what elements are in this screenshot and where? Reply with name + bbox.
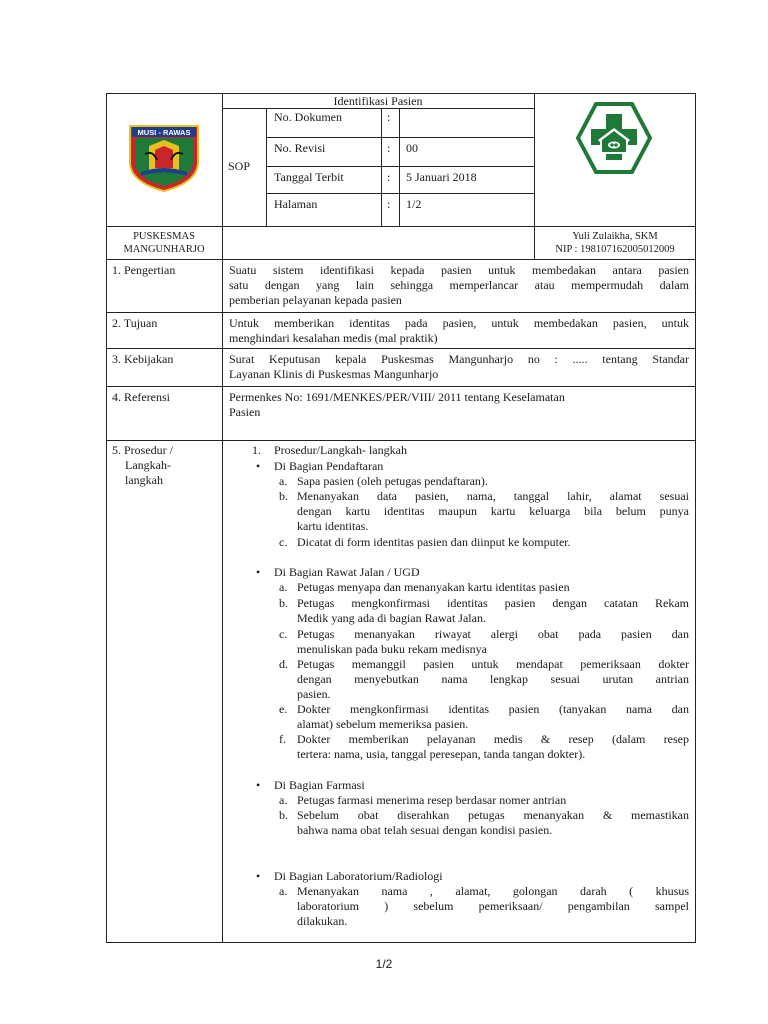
colon-divider-right bbox=[399, 108, 400, 226]
header-divider-left bbox=[222, 93, 223, 259]
crest-banner-text: MUSI - RAWAS bbox=[137, 128, 191, 137]
field-label-no-dokumen: No. Dokumen bbox=[274, 110, 342, 124]
field-value-halaman: 1/2 bbox=[406, 197, 422, 211]
puskesmas-logo bbox=[576, 102, 652, 174]
sop-label: SOP bbox=[228, 159, 251, 173]
sop-divider bbox=[266, 108, 267, 226]
label-prosedur-1: 5. Prosedur / bbox=[112, 443, 173, 457]
field-sep-halaman: : bbox=[387, 197, 391, 211]
text-referensi-2: Pasien bbox=[229, 405, 261, 419]
item-text: dengan kartu identitas maupun kartu keluarga bila belum punya bbox=[297, 504, 689, 518]
colon-divider-left bbox=[381, 108, 382, 226]
field-label-tanggal-terbit: Tanggal Terbit bbox=[274, 170, 344, 184]
section-line-2 bbox=[106, 348, 696, 349]
label-kebijakan: 3. Kebijakan bbox=[112, 352, 174, 366]
field-sep-no-revisi: : bbox=[387, 141, 391, 155]
text-tujuan-1: Untuk memberikan identitas pada pasien, untuk membedakan pasien, untuk bbox=[229, 316, 689, 330]
bullet-dot-icon: • bbox=[256, 778, 261, 792]
item-text: kartu identitas. bbox=[297, 519, 369, 533]
label-prosedur-3: langkah bbox=[125, 473, 163, 487]
label-prosedur-2: Langkah- bbox=[125, 458, 171, 472]
subsection-rawat-jalan-title: Di Bagian Rawat Jalan / UGD bbox=[274, 565, 420, 579]
section-line-1 bbox=[106, 312, 696, 313]
subsection-farmasi-title: Di Bagian Farmasi bbox=[274, 778, 365, 792]
item-text: laboratorium ) sebelum pemeriksaan/ pengambilan sampel bbox=[297, 899, 689, 913]
item-marker: e. bbox=[279, 702, 288, 716]
text-kebijakan-2: Layanan Klinis di Puskesmas Mangunharjo bbox=[229, 367, 439, 381]
text-referensi-1: Permenkes No: 1691/MENKES/PER/VIII/ 2011 tentang Keselamatan bbox=[229, 390, 565, 404]
text-pengertian-3: pemberian pelayanan kepada pasien bbox=[229, 293, 402, 307]
text-pengertian-2: satu dengan yang lain sehingga memperlancar atau mempermudah dalam bbox=[229, 278, 689, 292]
item-text: tertera: nama, usia, tanggal peresepan, tanda tangan dokter). bbox=[297, 747, 586, 761]
item-text: alamat) sebelum memeriksa pasien. bbox=[297, 717, 469, 731]
puskesmas-cross-icon bbox=[576, 102, 652, 174]
item-text: Menanyakan data pasien, nama, tanggal lahir, alamat sesuai bbox=[297, 489, 689, 503]
item-text: Petugas farmasi menerima resep berdasar nomer antrian bbox=[297, 793, 567, 807]
bullet-dot-icon: • bbox=[256, 459, 261, 473]
item-text: Dokter memberikan pelayanan medis & resep (dalam resep bbox=[297, 732, 689, 746]
subsection-laboratorium-title: Di Bagian Laboratorium/Radiologi bbox=[274, 869, 443, 883]
org-name-line1: PUSKESMAS bbox=[133, 231, 195, 242]
musi-rawas-logo bbox=[127, 124, 201, 192]
page-number: 1/2 bbox=[375, 957, 393, 971]
field-label-no-revisi: No. Revisi bbox=[274, 141, 326, 155]
text-pengertian-1: Suatu sistem identifikasi kepada pasien untuk membedakan antara pasien bbox=[229, 263, 689, 277]
label-tujuan: 2. Tujuan bbox=[112, 316, 158, 330]
item-marker: a. bbox=[279, 884, 288, 898]
item-text: Petugas menyapa dan menanyakan kartu identitas pasien bbox=[297, 580, 570, 594]
numbered-heading: Prosedur/Langkah- langkah bbox=[274, 443, 407, 457]
field-row-line-3 bbox=[266, 193, 534, 194]
item-marker: f. bbox=[279, 732, 286, 746]
text-kebijakan-1: Surat Keputusan kepala Puskesmas Mangunharjo no : ..... tentang Standar bbox=[229, 352, 689, 366]
org-name-line2: MANGUNHARJO bbox=[123, 244, 205, 255]
field-value-no-revisi: 00 bbox=[406, 141, 418, 155]
item-text: Sebelum obat diserahkan petugas menanyakan & memastikan bbox=[297, 808, 689, 822]
item-marker: b. bbox=[279, 808, 288, 822]
numbered-marker: 1. bbox=[252, 443, 261, 457]
item-marker: c. bbox=[279, 627, 288, 641]
bullet-dot-icon: • bbox=[256, 565, 261, 579]
item-text: dilakukan. bbox=[297, 914, 348, 928]
item-text: Dokter mengkonfirmasi identitas pasien (tanyakan nama dan bbox=[297, 702, 689, 716]
text-tujuan-2: menghindari kesalahan medis (mal praktik) bbox=[229, 331, 438, 345]
item-text: pasien. bbox=[297, 687, 331, 701]
header-bottom-line bbox=[106, 259, 696, 260]
section-line-4 bbox=[106, 440, 696, 441]
signer-nip: NIP : 198107162005012009 bbox=[555, 244, 675, 255]
document-title: Identifikasi Pasien bbox=[333, 94, 423, 108]
item-marker: b. bbox=[279, 489, 288, 503]
field-row-line-2 bbox=[266, 166, 534, 167]
bullet-dot-icon: • bbox=[256, 869, 261, 883]
item-text: Sapa pasien (oleh petugas pendaftaran). bbox=[297, 474, 488, 488]
item-text: Petugas menanyakan riwayat alergi obat pada pasien dan bbox=[297, 627, 689, 641]
item-marker: d. bbox=[279, 657, 288, 671]
header-row-line bbox=[106, 226, 696, 227]
item-marker: a. bbox=[279, 793, 288, 807]
item-marker: b. bbox=[279, 596, 288, 610]
item-marker: a. bbox=[279, 474, 288, 488]
subsection-pendaftaran-title: Di Bagian Pendaftaran bbox=[274, 459, 384, 473]
item-text: Medik yang ada di bagian Rawat Jalan. bbox=[297, 611, 486, 625]
item-text: dengan menyebutkan nama lengkap sesuai urutan antrian bbox=[297, 672, 689, 686]
item-text: Menanyakan nama , alamat, golongan darah ( khusus bbox=[297, 884, 689, 898]
signer-name: Yuli Zulaikha, SKM bbox=[572, 231, 658, 242]
field-value-tanggal-terbit: 5 Januari 2018 bbox=[406, 170, 477, 184]
item-marker: c. bbox=[279, 535, 288, 549]
item-text: menuliskan pada buku rekam medisnya bbox=[297, 642, 487, 656]
item-text: Petugas memanggil pasien untuk mendapat pemeriksaan dokter bbox=[297, 657, 689, 671]
field-label-halaman: Halaman bbox=[274, 197, 318, 211]
label-pengertian: 1. Pengertian bbox=[112, 263, 176, 277]
label-referensi: 4. Referensi bbox=[112, 390, 170, 404]
item-text: Dicatat di form identitas pasien dan diinput ke komputer. bbox=[297, 535, 571, 549]
content-label-divider bbox=[222, 259, 223, 943]
item-marker: a. bbox=[279, 580, 288, 594]
item-text: Petugas mengkonfirmasi identitas pasien dengan catatan Rekam bbox=[297, 596, 689, 610]
field-row-line-1 bbox=[266, 137, 534, 138]
field-sep-no-dokumen: : bbox=[387, 110, 391, 124]
crest-shield-icon bbox=[127, 124, 201, 192]
item-text: bahwa nama obat telah sesuai dengan kondisi pasien. bbox=[297, 823, 553, 837]
section-line-3 bbox=[106, 386, 696, 387]
field-sep-tanggal-terbit: : bbox=[387, 170, 391, 184]
